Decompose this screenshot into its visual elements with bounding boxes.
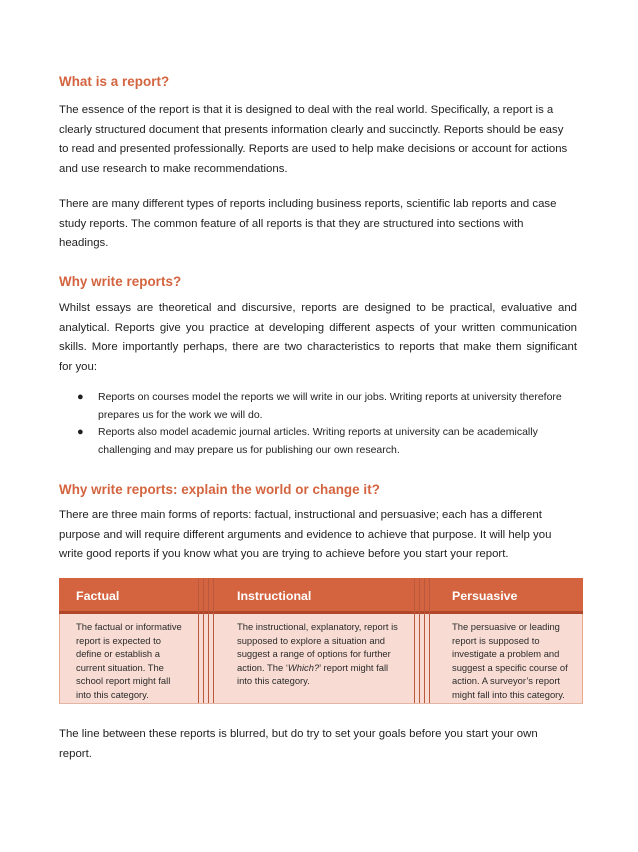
- text-line: clearly structured document that presents information clearly and succinctly. Reports should be easy: [59, 123, 564, 136]
- text-line: Whilst essays are theoretical and discursive, reports are designed to be practical, evaluative and: [59, 302, 577, 314]
- text-line: for you:: [59, 360, 97, 373]
- text-line: to read and presented professionally. Reports are used to help make decisions or account for actions: [59, 143, 568, 156]
- paragraph-report-essence: [59, 101, 579, 179]
- cell-line: The persuasive or leading: [452, 621, 560, 632]
- text-line: and use research to make recommendations.: [59, 162, 288, 175]
- paragraph-report-types: [59, 195, 579, 254]
- cell-persuasive: [452, 620, 568, 701]
- text-line: The essence of the report is that it is designed to deal with the real world. Specifically, a report is a: [59, 104, 554, 116]
- cell-line: define or establish a: [76, 648, 160, 659]
- cell-line: current situation. The: [76, 661, 164, 673]
- cell-line: The instructional, explanatory, report is: [237, 621, 398, 632]
- cell-text: action. The ‘: [237, 661, 288, 673]
- cell-line: investigate a problem and: [452, 648, 560, 659]
- cell-line: suggest a range of options for further: [237, 648, 391, 659]
- heading-why-write-reports: Why write reports?: [59, 274, 182, 289]
- text-line: analytical. Reports give you practice at developing different aspects of your written communication: [59, 321, 577, 334]
- bullet-dot-icon: ●: [77, 391, 84, 403]
- column-divider: [424, 578, 425, 704]
- cell-line: into this category.: [237, 675, 310, 686]
- cell-text: ’ report might fall: [319, 661, 389, 673]
- paragraph-closing: [59, 725, 579, 764]
- column-divider: [419, 578, 420, 704]
- text-line: skills. More importantly perhaps, there are two characteristics to reports that make them significant: [59, 341, 577, 354]
- bullet-dot-icon: ●: [77, 426, 84, 439]
- text-line: challenging and may prepare us for publishing our own research.: [98, 443, 400, 456]
- heading-what-is-a-report: What is a report?: [59, 74, 170, 89]
- cell-line: suggest a specific course of: [452, 661, 568, 673]
- report-types-table: [59, 578, 583, 704]
- column-divider: [414, 578, 415, 704]
- column-header-instructional: Instructional: [237, 589, 312, 603]
- paragraph-three-forms: [59, 506, 579, 565]
- which-italic: Which?: [287, 661, 320, 673]
- table-bottom-border: [59, 703, 583, 704]
- column-divider: [208, 578, 209, 704]
- column-divider: [213, 578, 214, 704]
- column-divider: [429, 578, 430, 704]
- column-divider: [198, 578, 199, 704]
- text-line: prepares us for the work we will do.: [98, 408, 263, 421]
- text-line: The line between these reports is blurred, but do try to set your goals before you start your own: [59, 728, 538, 740]
- cell-line: The factual or informative: [76, 621, 182, 632]
- cell-line: report is expected to: [76, 634, 161, 646]
- text-line: study reports. The common feature of all reports is that they are structured into sections with: [59, 217, 524, 230]
- cell-line: supposed to explore a situation and: [237, 634, 386, 646]
- cell-instructional: [237, 620, 398, 688]
- bullet-list: [59, 389, 579, 459]
- text-line: report.: [59, 747, 92, 760]
- table-left-border: [59, 614, 60, 704]
- text-line: write good reports if you know what you are trying to achieve before you start your report.: [59, 548, 509, 561]
- text-line: There are many different types of reports including business reports, scientific lab reports and case: [59, 198, 557, 210]
- list-item: [59, 389, 579, 424]
- heading-explain-or-change: Why write reports: explain the world or change it?: [59, 482, 380, 497]
- text-line: Reports on courses model the reports we will write in our jobs. Writing reports at university therefore: [98, 391, 562, 403]
- cell-line: school report might fall: [76, 675, 171, 686]
- text-line: headings.: [59, 237, 109, 250]
- list-item: [59, 424, 579, 459]
- cell-factual: [76, 620, 182, 701]
- column-header-persuasive: Persuasive: [452, 589, 518, 603]
- table-right-border: [582, 614, 583, 704]
- cell-line: into this category.: [76, 688, 149, 700]
- paragraph-why-write: [59, 299, 577, 377]
- column-header-factual: Factual: [76, 589, 120, 603]
- cell-line: [237, 661, 398, 675]
- text-line: purpose and will require different arguments and evidence to achieve that purpose. It will help you: [59, 528, 552, 541]
- text-line: Reports also model academic journal articles. Writing reports at university can be academically: [98, 426, 538, 439]
- cell-line: might fall into this category.: [452, 688, 565, 700]
- column-divider: [203, 578, 204, 704]
- text-line: There are three main forms of reports: factual, instructional and persuasive; each has a different: [59, 509, 542, 521]
- cell-line: action. A surveyor’s report: [452, 675, 561, 686]
- cell-line: report is supposed to: [452, 634, 540, 646]
